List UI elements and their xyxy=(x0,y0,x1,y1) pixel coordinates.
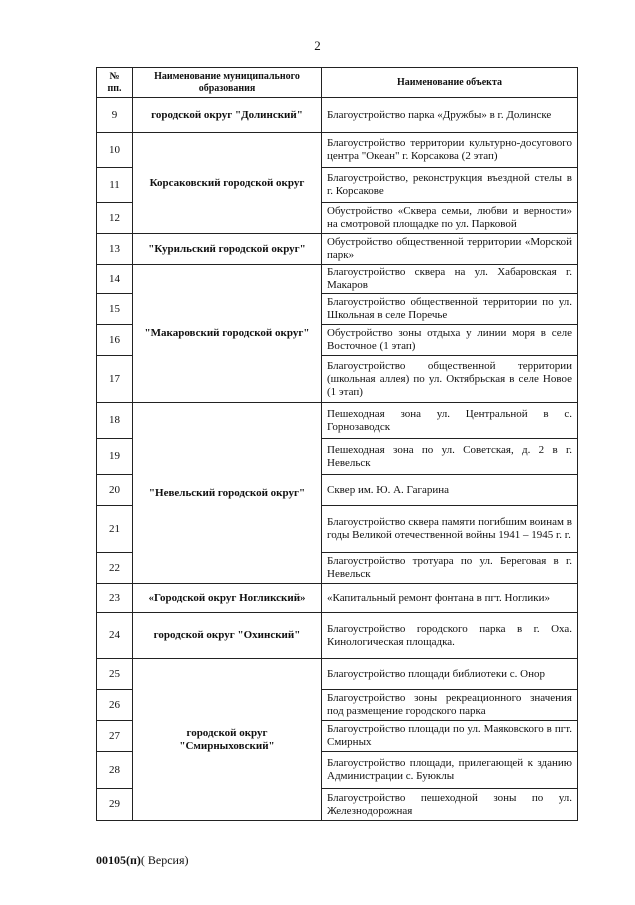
object-cell: Пешеходная зона ул. Центральной в с. Горнозаводск xyxy=(322,403,578,439)
row-number: 9 xyxy=(97,98,133,133)
row-number: 19 xyxy=(97,439,133,475)
object-cell: Благоустройство городского парка в г. Оха. Кинологическая площадка. xyxy=(322,613,578,659)
table-row xyxy=(97,584,578,613)
object-cell: Благоустройство сквера памяти погибшим воинам в годы Великой отечественной войны 1941 – 1945 г. г. xyxy=(322,506,578,553)
document-version: ( Версия) xyxy=(140,853,189,867)
municipality-cell: "Невельский городской округ" xyxy=(133,403,322,584)
object-cell: «Капитальный ремонт фонтана в пгт. Ноглики» xyxy=(322,584,578,613)
object-cell: Благоустройство зоны рекреационного значения под размещение городского парка xyxy=(322,690,578,721)
row-number: 16 xyxy=(97,325,133,356)
row-number: 17 xyxy=(97,356,133,403)
row-number: 10 xyxy=(97,133,133,168)
row-number: 15 xyxy=(97,294,133,325)
table-row xyxy=(97,613,578,659)
object-cell: Благоустройство площади, прилегающей к зданию Администрации с. Буюклы xyxy=(322,752,578,789)
municipality-cell: "Макаровский городской округ" xyxy=(133,265,322,403)
object-cell: Благоустройство парка «Дружбы» в г. Долинске xyxy=(322,98,578,133)
municipality-cell: "Курильский городской округ" xyxy=(133,234,322,265)
object-cell: Обустройство зоны отдыха у линии моря в селе Восточное (1 этап) xyxy=(322,325,578,356)
row-number: 12 xyxy=(97,203,133,234)
document-code: 00105(п) xyxy=(96,853,141,867)
table-row xyxy=(97,265,578,294)
object-cell: Благоустройство тротуара по ул. Береговая в г. Невельск xyxy=(322,553,578,584)
object-cell: Обустройство «Сквера семьи, любви и верности» на смотровой площадке по ул. Парковой xyxy=(322,203,578,234)
row-number: 21 xyxy=(97,506,133,553)
row-number: 27 xyxy=(97,721,133,752)
object-cell: Благоустройство пешеходной зоны по ул. Железнодорожная xyxy=(322,789,578,821)
row-number: 11 xyxy=(97,168,133,203)
table-row xyxy=(97,403,578,439)
municipality-cell: «Городской округ Ногликский» xyxy=(133,584,322,613)
object-cell: Благоустройство общественной территории по ул. Школьная в селе Поречье xyxy=(322,294,578,325)
row-number: 28 xyxy=(97,752,133,789)
row-number: 14 xyxy=(97,265,133,294)
object-cell: Благоустройство площади по ул. Маяковского в пгт. Смирных xyxy=(322,721,578,752)
municipality-cell: городской округ "Смирныховский" xyxy=(133,659,322,821)
table-row xyxy=(97,234,578,265)
municipality-cell: городской округ "Охинский" xyxy=(133,613,322,659)
object-cell: Благоустройство сквера на ул. Хабаровская г. Макаров xyxy=(322,265,578,294)
row-number: 20 xyxy=(97,475,133,506)
object-cell: Благоустройство территории культурно-досугового центра "Океан" г. Корсакова (2 этап) xyxy=(322,133,578,168)
row-number: 26 xyxy=(97,690,133,721)
table-row xyxy=(97,659,578,690)
object-cell: Благоустройство площади библиотеки с. Онор xyxy=(322,659,578,690)
table-row xyxy=(97,133,578,168)
row-number: 25 xyxy=(97,659,133,690)
header-object: Наименование объекта xyxy=(322,68,578,98)
municipality-cell: Корсаковский городской округ xyxy=(133,133,322,234)
document-footer xyxy=(96,853,189,868)
row-number: 23 xyxy=(97,584,133,613)
row-number: 18 xyxy=(97,403,133,439)
object-cell: Благоустройство общественной территории (школьная аллея) по ул. Октябрьская в селе Новое (1 этап) xyxy=(322,356,578,403)
row-number: 22 xyxy=(97,553,133,584)
table-row xyxy=(97,98,578,133)
municipality-cell: городской округ "Долинский" xyxy=(133,98,322,133)
row-number: 24 xyxy=(97,613,133,659)
object-cell: Благоустройство, реконструкция въездной стелы в г. Корсакове xyxy=(322,168,578,203)
objects-table xyxy=(96,67,578,821)
row-number: 13 xyxy=(97,234,133,265)
object-cell: Обустройство общественной территории «Морской парк» xyxy=(322,234,578,265)
header-num: № пп. xyxy=(97,68,133,98)
page-number: 2 xyxy=(314,38,321,53)
header-municipality: Наименование муниципального образования xyxy=(133,68,322,98)
object-cell: Пешеходная зона по ул. Советская, д. 2 в г. Невельск xyxy=(322,439,578,475)
object-cell: Сквер им. Ю. А. Гагарина xyxy=(322,475,578,506)
row-number: 29 xyxy=(97,789,133,821)
table-header-row xyxy=(97,68,578,98)
